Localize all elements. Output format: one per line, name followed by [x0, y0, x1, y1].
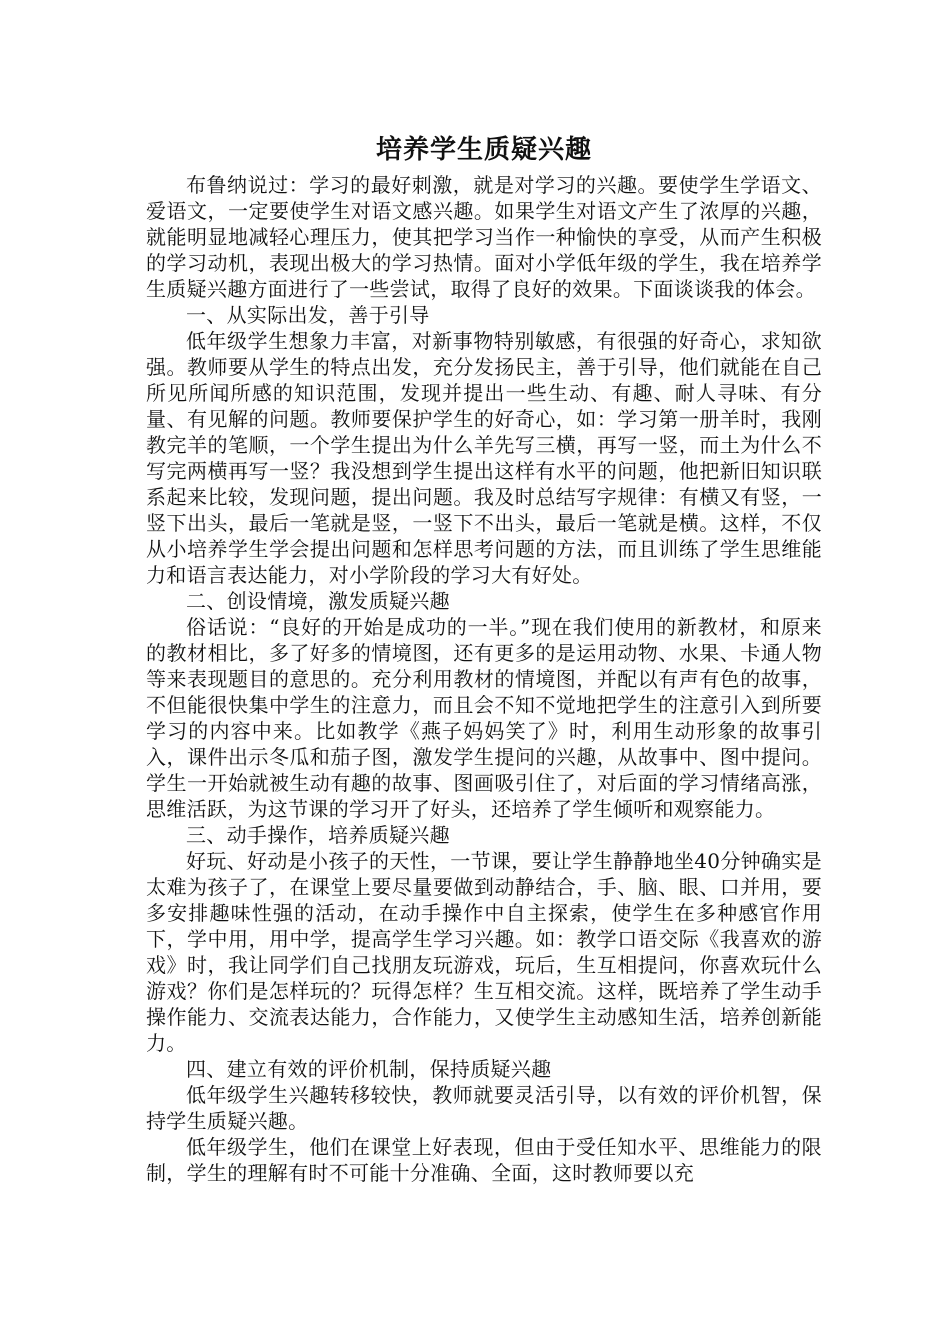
section-heading-2: 二、创设情境，激发质疑兴趣 — [186, 589, 450, 613]
section-heading-4: 四、建立有效的评价机制，保持质疑兴趣 — [186, 1057, 552, 1081]
section-4-paragraph-1: 低年级学生兴趣转移较快，教师就要灵活引导，以有效的评价机智，保持学生质疑兴趣。 — [146, 1083, 822, 1133]
section-4-paragraph-2: 低年级学生，他们在课堂上好表现，但由于受任知水平、思维能力的限制，学生的理解有时不可能十分准确、全面，这时教师要以充 — [146, 1135, 822, 1185]
section-3-paragraph: 好玩、好动是小孩子的天性，一节课，要让学生静静地坐40分钟确实是太难为孩子了，在课堂上要尽量要做到动静结合，手、脑、眼、口并用，要多安排趣味性强的活动，在动手操作中自主探索，使学生在多种感官作用下，学中用，用中学，提高学生学习兴趣。如：教学口语交际《我喜欢的游戏》时，我让同学们自己找朋友玩游戏，玩后，生互相提问，你喜欢玩什么游戏？你们是怎样玩的？玩得怎样？生互相交流。这样，既培养了学生动手操作能力、交流表达能力，合作能力，又使学生主动感知生活，培养创新能力。 — [146, 849, 822, 1055]
document-page — [146, 128, 822, 1186]
page-title: 培养学生质疑兴趣 — [375, 135, 592, 165]
section-heading-1: 一、从实际出发，善于引导 — [186, 303, 430, 327]
section-1-paragraph: 低年级学生想象力丰富，对新事物特别敏感，有很强的好奇心，求知欲强。教师要从学生的特点出发，充分发扬民主，善于引导，他们就能在自己所见所闻所感的知识范围，发现并提出一些生动、有趣、耐人寻味、有分量、有见解的问题。教师要保护学生的好奇心，如：学习第一册羊时，我刚教完羊的笔顺，一个学生提出为什么羊先写三横，再写一竖，而土为什么不写完两横再写一竖？我没想到学生提出这样有水平的问题，他把新旧知识联系起来比较，发现问题，提出问题。我及时总结写字规律：有横又有竖，一竖下出头，最后一笔就是竖，一竖下不出头，最后一笔就是横。这样，不仅从小培养学生学会提出问题和怎样思考问题的方法，而且训练了学生思维能力和语言表达能力，对小学阶段的学习大有好处。 — [146, 329, 822, 587]
section-2-paragraph: 俗话说：“良好的开始是成功的一半。”现在我们使用的新教材，和原来的教材相比，多了好多的情境图，还有更多的是运用动物、水果、卡通人物等来表现题目的意思的。充分利用教材的情境图，并配以有声有色的故事，不但能很快集中学生的注意力，而且会不知不觉地把学生的注意引入到所要学习的内容中来。比如教学《燕子妈妈笑了》时，利用生动形象的故事引入，课件出示冬瓜和茄子图，激发学生提问的兴趣，从故事中、图中提问。学生一开始就被生动有趣的故事、图画吸引住了，对后面的学习情绪高涨，思维活跃，为这节课的学习开了好头，还培养了学生倾听和观察能力。 — [146, 615, 822, 821]
section-heading-3: 三、动手操作，培养质疑兴趣 — [186, 823, 450, 847]
intro-paragraph: 布鲁纳说过：学习的最好刺激，就是对学习的兴趣。要使学生学语文、爱语文，一定要使学生对语文感兴趣。如果学生对语文产生了浓厚的兴趣，就能明显地减轻心理压力，使其把学习当作一种愉快的享受，从而产生积极的学习动机，表现出极大的学习热情。面对小学低年级的学生，我在培养学生质疑兴趣方面进行了一些尝试，取得了良好的效果。下面谈谈我的体会。 — [146, 173, 822, 301]
